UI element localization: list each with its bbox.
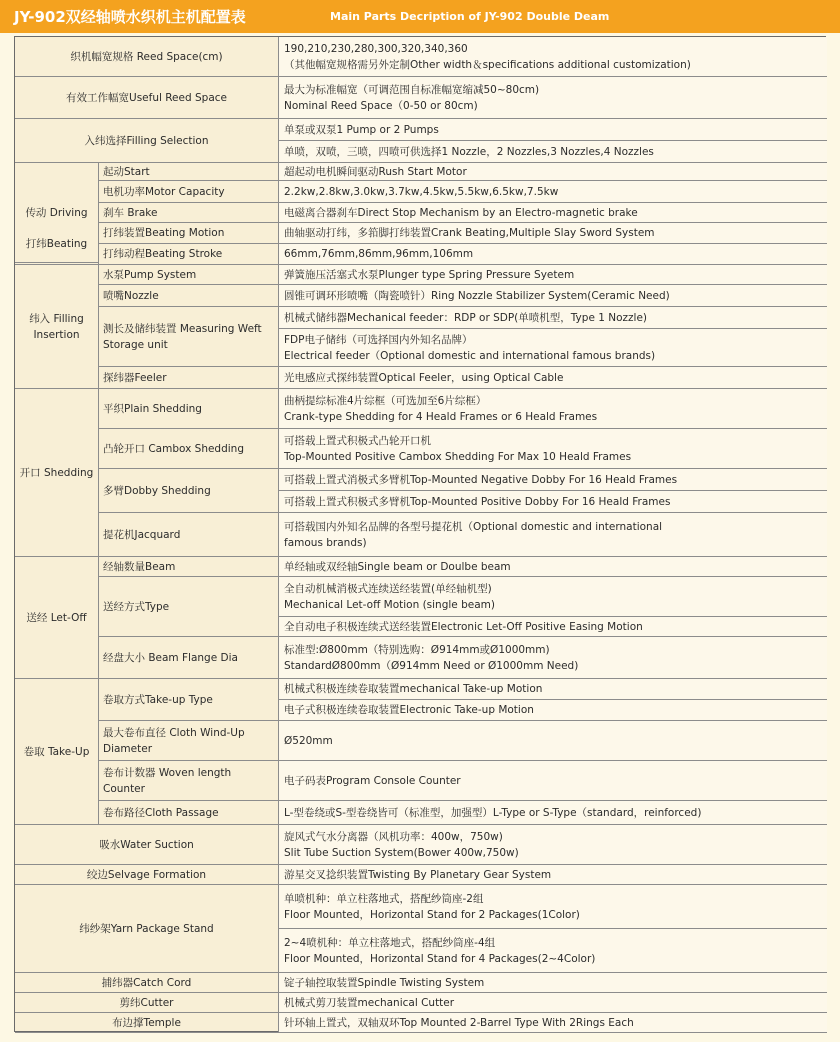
category-cell [15, 993, 279, 1013]
cell-text-line: 标准型:Ø800mm（特别选购：Ø914mm或Ø1000mm) [284, 643, 550, 656]
subcategory-cell [99, 163, 279, 181]
category-cell [15, 825, 279, 865]
cell-text: 经轴数量Beam [103, 560, 176, 573]
value-cell [279, 721, 827, 761]
value-cell [279, 223, 827, 244]
subcategory-cell [99, 429, 279, 469]
cell-text: 入纬选择Filling Selection [84, 134, 209, 147]
cell-text-line: 圆锥可调环形喷嘴（陶瓷喷针）Ring Nozzle Stabilizer System(Ceramic Need) [284, 289, 670, 302]
cell-text: 送经 Let-Off [26, 611, 87, 624]
category-cell [15, 119, 279, 163]
cell-text-line: 弹簧施压活塞式水泵Plunger type Spring Pressure Syetem [284, 268, 575, 281]
subcategory-cell [99, 181, 279, 203]
value-cell [279, 119, 827, 141]
cell-text-line: 超起动电机瞬间驱动Rush Start Motor [284, 165, 467, 178]
cell-text-line: 机械式储纬器Mechanical feeder：RDP or SDP(单喷机型，Type 1 Nozzle) [284, 311, 648, 324]
subcategory-cell [99, 637, 279, 679]
cell-text-line: （其他幅宽规格需另外定制Other width＆specifications additional customization) [284, 58, 691, 71]
cell-text: 捕纬器Catch Cord [101, 976, 192, 989]
value-cell [279, 761, 827, 801]
cell-text: 凸轮开口 Cambox Shedding [103, 442, 244, 455]
cell-text-line: 单经轴或双经轴Single beam or Doulbe beam [284, 560, 511, 573]
cell-text-line: FDP电子储纬（可选择国内外知名品牌） [284, 333, 473, 346]
cell-text: 纬纱架Yarn Package Stand [79, 922, 214, 935]
value-cell [279, 77, 827, 119]
value-cell [279, 469, 827, 491]
value-cell [279, 203, 827, 223]
subcategory-cell [99, 679, 279, 721]
cell-text-line: 机械式剪刀装置mechanical Cutter [284, 996, 455, 1009]
cell-text-line: 66mm,76mm,86mm,96mm,106mm [284, 248, 474, 260]
value-cell [279, 244, 827, 265]
cell-text: 织机幅宽规格 Reed Space(cm) [70, 50, 223, 63]
cell-text-line: 电磁离合器刹车Direct Stop Mechanism by an Electro-magnetic brake [284, 206, 638, 219]
cell-text: 水泵Pump System [103, 268, 197, 281]
cell-text: 起动Start [103, 165, 150, 178]
cell-text: 提花机Jacquard [103, 528, 181, 541]
cell-text: 打纬动程Beating Stroke [103, 248, 223, 260]
spec-table [14, 36, 826, 1032]
category-cell [15, 223, 99, 265]
cell-text: 开口 Shedding [19, 466, 94, 479]
subcategory-cell [99, 557, 279, 577]
value-cell [279, 429, 827, 469]
cell-text-line: 最大为标准幅宽（可调范围自标准幅宽缩减50~80cm) [284, 83, 540, 96]
category-cell [15, 679, 99, 825]
cell-text-line: famous brands) [284, 536, 367, 549]
cell-text: 剪纬Cutter [119, 996, 174, 1009]
subcategory-cell [99, 265, 279, 285]
subcategory-cell [99, 721, 279, 761]
cell-text: 平织Plain Shedding [103, 402, 202, 415]
value-cell [279, 617, 827, 637]
value-cell [279, 367, 827, 389]
cell-text-line: 针环轴上置式，双轴双环Top Mounted 2-Barrel Type With 2Rings Each [284, 1016, 634, 1029]
subcategory-cell [99, 285, 279, 307]
cell-text-line: 可搭载上置式积极式多臂机Top-Mounted Positive Dobby For 16 Heald Frames [284, 495, 671, 508]
page-header [0, 0, 840, 33]
cell-text: 探纬器Feeler [103, 371, 167, 384]
cell-text-line: 单喷，双喷，三喷，四喷可供选择1 Nozzle，2 Nozzles,3 Nozzles,4 Nozzles [284, 145, 654, 158]
value-cell [279, 389, 827, 429]
cell-text-line: 2~4喷机种：单立柱落地式，搭配纱筒座-4组 [284, 936, 496, 949]
cell-text: 送经方式Type [103, 600, 170, 613]
value-cell [279, 801, 827, 825]
cell-text-line: 单泵或双泵1 Pump or 2 Pumps [284, 123, 439, 136]
category-cell [15, 265, 99, 389]
value-cell [279, 577, 827, 617]
value-cell [279, 637, 827, 679]
cell-text-line: Slit Tube Suction System(Bower 400w,750w) [284, 846, 519, 859]
cell-text-line: Mechanical Let-off Motion (single beam) [284, 598, 495, 611]
value-cell [279, 513, 827, 557]
subcategory-cell [99, 513, 279, 557]
cell-text-line: 电子式积极连续卷取装置Electronic Take-up Motion [284, 704, 534, 716]
cell-text-line: 可搭载上置式积极式凸轮开口机 [284, 434, 431, 447]
cell-text-line: Floor Mounted，Horizontal Stand for 4 Packages(2~4Color) [284, 952, 596, 965]
category-cell [15, 885, 279, 973]
value-cell [279, 181, 827, 203]
value-cell [279, 491, 827, 513]
cell-text-line: Nominal Reed Space（0-50 or 80cm) [284, 99, 478, 112]
cell-text-line: 锭子轴控取装置Spindle Twisting System [284, 976, 485, 989]
subcategory-cell [99, 307, 279, 367]
value-cell [279, 973, 827, 993]
value-cell [279, 993, 827, 1013]
category-cell [15, 1013, 279, 1033]
cell-text-line: 光电感应式探纬装置Optical Feeler，using Optical Cable [284, 371, 564, 384]
cell-text: 纬入 Filling Insertion [29, 312, 84, 341]
cell-text-line: 单喷机种：单立柱落地式，搭配纱筒座-2组 [284, 892, 484, 905]
cell-text-line: 曲柄提综标准4片综框（可选加至6片综框） [284, 394, 487, 407]
subcategory-cell [99, 469, 279, 513]
cell-text: 卷取方式Take-up Type [103, 693, 213, 706]
cell-text: 有效工作幅宽Useful Reed Space [66, 91, 227, 104]
cell-text: 多臂Dobby Shedding [103, 484, 211, 497]
value-cell [279, 285, 827, 307]
category-cell [15, 973, 279, 993]
cell-text-line: Ø520mm [284, 734, 333, 747]
value-cell [279, 825, 827, 865]
cell-text-line: 机械式积极连续卷取装置mechanical Take-up Motion [284, 683, 543, 695]
cell-text-line: 全自动电子积极连续式送经装置Electronic Let-Off Positive Easing Motion [284, 620, 643, 633]
value-cell [279, 929, 827, 973]
subcategory-cell [99, 203, 279, 223]
cell-text-line: 曲轴驱动打纬，多筘脚打纬装置Crank Beating,Multiple Slay Sword System [284, 227, 655, 239]
page-subtitle: Main Parts Decription of JY-902 Double Deam [330, 10, 610, 23]
subcategory-cell [99, 389, 279, 429]
value-cell [279, 163, 827, 181]
cell-text-line: 190,210,230,280,300,320,340,360 [284, 42, 468, 55]
category-cell [15, 557, 99, 679]
cell-text: 刹车 Brake [103, 206, 158, 219]
value-cell [279, 885, 827, 929]
cell-text: 绞边Selvage Formation [86, 868, 207, 881]
cell-text-line: 2.2kw,2.8kw,3.0kw,3.7kw,4.5kw,5.5kw,6.5kw,7.5kw [284, 185, 559, 198]
value-cell [279, 329, 827, 367]
cell-text: 经盘大小 Beam Flange Dia [103, 651, 238, 664]
subcategory-cell [99, 577, 279, 637]
cell-text: 测长及储纬装置 Measuring Weft Storage unit [103, 322, 262, 351]
cell-text-line: 游星交叉捻织装置Twisting By Planetary Gear System [284, 868, 552, 881]
subcategory-cell [99, 367, 279, 389]
cell-text: 喷嘴Nozzle [103, 289, 159, 302]
cell-text: 传动 Driving [25, 206, 88, 219]
cell-text-line: 可搭载国内外知名品牌的各型号提花机（Optional domestic and international [284, 520, 663, 533]
value-cell [279, 265, 827, 285]
cell-text-line: 电子码表Program Console Counter [284, 774, 461, 787]
value-cell [279, 1013, 827, 1033]
category-cell [15, 37, 279, 77]
value-cell [279, 679, 827, 700]
cell-text-line: Crank-type Shedding for 4 Heald Frames or 6 Heald Frames [284, 410, 598, 423]
cell-text-line: 可搭载上置式消极式多臂机Top-Mounted Negative Dobby For 16 Heald Frames [284, 473, 678, 486]
category-cell [15, 389, 99, 557]
value-cell [279, 865, 827, 885]
value-cell [279, 557, 827, 577]
cell-text-line: Electrical feeder（Optional domestic and international famous brands) [284, 349, 656, 362]
cell-text-line: L-型卷绕或S-型卷绕皆可（标准型，加强型）L-Type or S-Type（standard，reinforced) [284, 806, 702, 819]
cell-text-line: 旋风式气水分离器（风机功率：400w，750w) [284, 830, 503, 843]
value-cell [279, 700, 827, 721]
cell-text-line: Top-Mounted Positive Cambox Shedding For Max 10 Heald Frames [284, 450, 632, 463]
cell-text: 最大卷布直径 Cloth Wind-Up Diameter [103, 726, 245, 755]
cell-text: 打纬装置Beating Motion [103, 227, 225, 239]
cell-text: 电机功率Motor Capacity [103, 185, 225, 198]
category-cell [15, 77, 279, 119]
cell-text: 吸水Water Suction [99, 838, 194, 851]
subcategory-cell [99, 244, 279, 265]
subcategory-cell [99, 761, 279, 801]
category-cell [15, 865, 279, 885]
value-cell [279, 307, 827, 329]
cell-text-line: 全自动机械消极式连续送经装置(单经轴机型) [284, 582, 492, 595]
cell-text-line: StandardØ800mm（Ø914mm Need or Ø1000mm Need) [284, 659, 579, 672]
cell-text-line: Floor Mounted，Horizontal Stand for 2 Packages(1Color) [284, 908, 580, 921]
page-title: JY-902双经轴喷水织机主机配置表 [14, 8, 246, 26]
value-cell [279, 37, 827, 77]
subcategory-cell [99, 801, 279, 825]
cell-text: 卷布路径Cloth Passage [103, 806, 219, 819]
cell-text: 卷取 Take-Up [23, 745, 90, 758]
cell-text: 布边撑Temple [112, 1016, 181, 1029]
cell-text: 打纬Beating [25, 237, 88, 250]
subcategory-cell [99, 223, 279, 244]
cell-text: 卷布计数器 Woven length Counter [103, 766, 232, 795]
value-cell [279, 141, 827, 163]
